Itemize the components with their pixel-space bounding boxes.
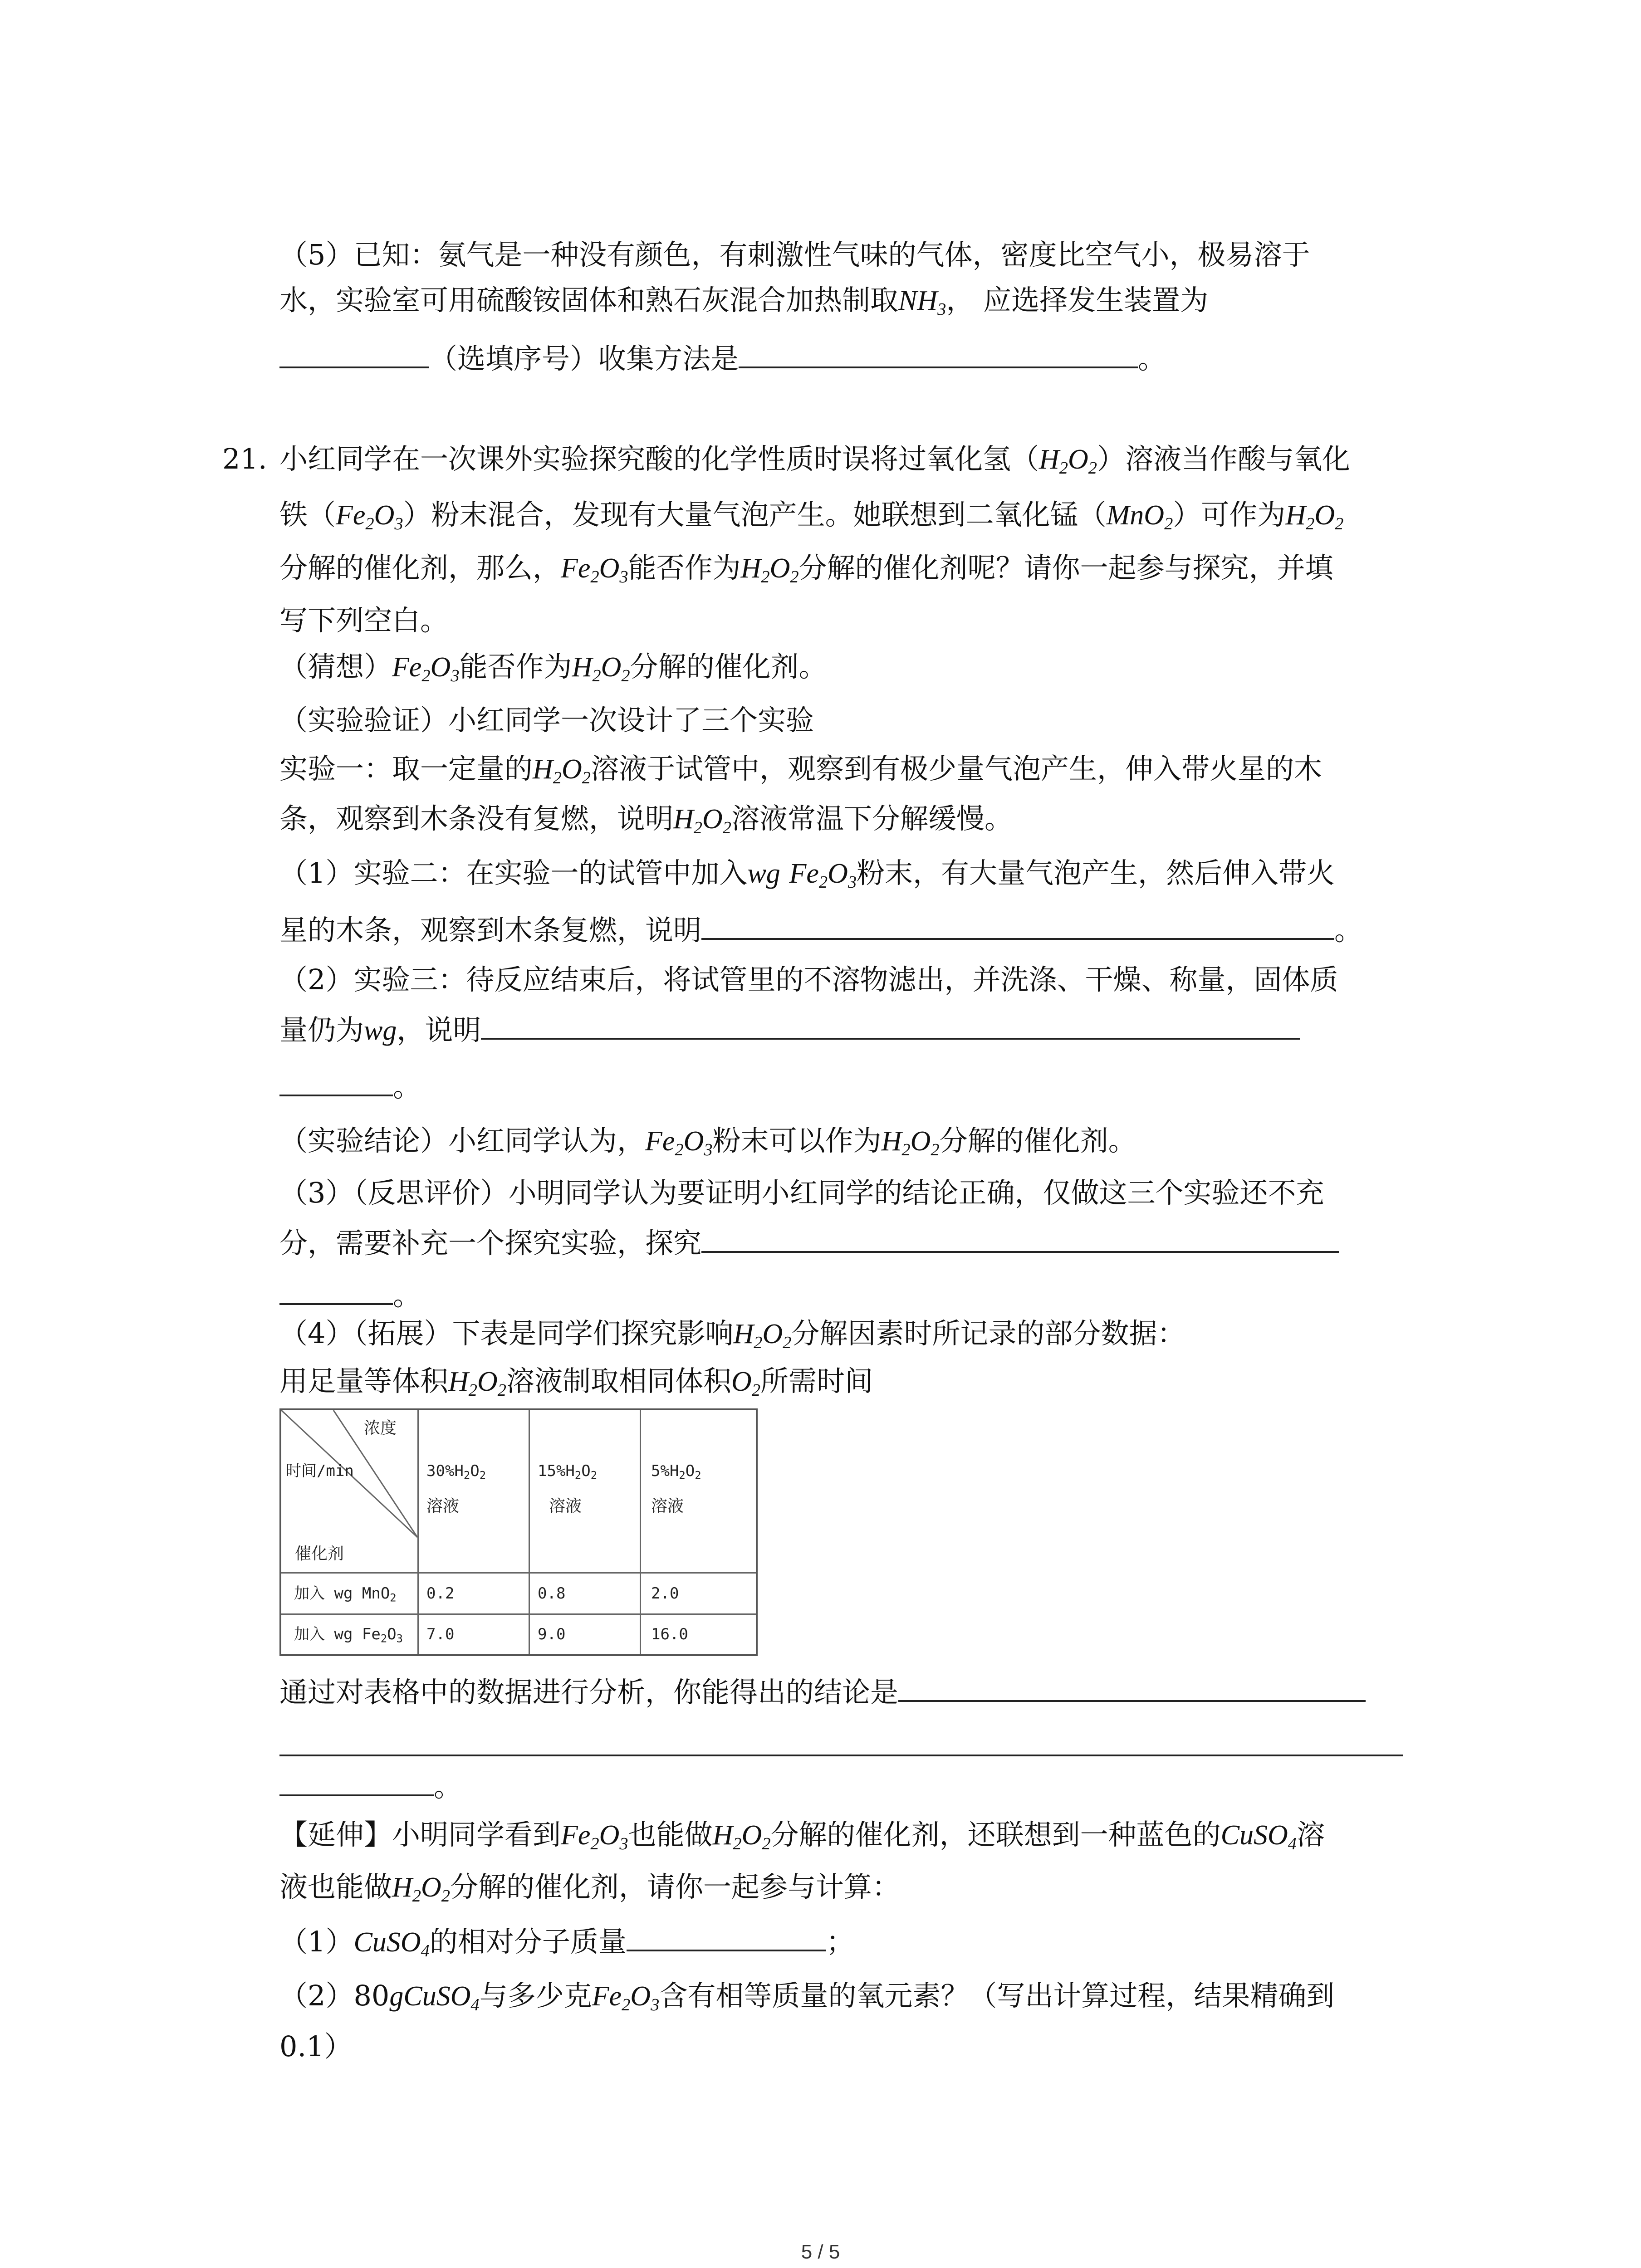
- col-header-30: $30\%H_2O_2$: [426, 1462, 486, 1482]
- q21-s3-line1: （3）（反思评价）小明同学认为要证明小红同学的结论正确，仅做这三个实验还不充: [279, 1176, 1324, 1209]
- header-time: 时间/min: [286, 1462, 354, 1480]
- answer-blank-s3[interactable]: [701, 1225, 1339, 1253]
- q21-intro-line1: 小红同学在一次课外实验探究酸的化学性质时误将过氧化氢$(H_2O_2)$溶液当作酸与氧化: [279, 442, 1351, 478]
- q21-exp1-line2: 条，观察到木条没有复燃，说明$H_2O_2$溶液常温下分解缓慢。: [279, 802, 1013, 837]
- catalyst-data-table: [279, 1408, 758, 1656]
- answer-blank-s2-cont[interactable]: [279, 1068, 393, 1096]
- answer-blank-s1[interactable]: [701, 912, 1334, 940]
- q21-verify: （实验验证）小红同学一次设计了三个实验: [279, 704, 814, 737]
- header-concentration: 浓度: [364, 1419, 397, 1437]
- row-fe2o3-label: 加入 wg $Fe_2O_3$: [294, 1625, 403, 1645]
- table-cell: 0.2: [426, 1584, 455, 1603]
- answer-blank-s3-cont[interactable]: [279, 1277, 393, 1305]
- q21-analysis: 通过对表格中的数据进行分析，你能得出的结论是: [279, 1674, 1366, 1711]
- table-cell: 0.8: [538, 1584, 566, 1603]
- q21-s3-line2: 分，需要补充一个探究实验，探究: [279, 1225, 1339, 1261]
- answer-blank-analysis-cont[interactable]: [279, 1755, 1403, 1756]
- q20-part5-line2: 水，实验室可用硫酸铵固体和熟石灰混合加热制取$NH_3$， 应选择发生装置为: [279, 284, 1209, 319]
- q21-s4-line2: 用足量等体积$H_2O_2$溶液制取相同体积$O_2$所需时间: [279, 1364, 873, 1400]
- answer-blank-analysis-cont2[interactable]: [279, 1768, 434, 1796]
- q21-s3-line3: 。: [279, 1277, 421, 1314]
- q20-part5-line3: （选填序号）收集方法是 。: [279, 340, 1166, 377]
- q21-s1-line2: 星的木条，观察到木条复燃，说明 。: [279, 912, 1362, 948]
- q21-analysis-line3: 。: [279, 1768, 462, 1805]
- q21-s2-line2: 量仍为wg，说明: [279, 1012, 1300, 1049]
- header-catalyst: 催化剂: [295, 1545, 344, 1563]
- q20-part5-line1: （5）已知：氨气是一种没有颜色，有刺激性气味的气体，密度比空气小，极易溶于: [279, 238, 1310, 271]
- answer-blank-molar-mass[interactable]: [627, 1923, 826, 1951]
- q21-exp1-line1: 实验一：取一定量的$H_2O_2$溶液于试管中，观察到有极少量气泡产生，伸入带火星的木: [279, 752, 1323, 787]
- answer-blank-s2[interactable]: [481, 1012, 1300, 1040]
- answer-blank-collection[interactable]: [739, 340, 1138, 368]
- q21-s4-line1: （4）（拓展）下表是同学们探究影响$H_2O_2$分解因素时所记录的部分数据：: [279, 1317, 1185, 1352]
- q21-ext-q2-line1: （2）80gCuSO$_4$与多少克$Fe_2O_3$含有相等质量的氧元素？（写出计算过程，结果精确到: [279, 1979, 1335, 2014]
- q21-s1-line1: （1）实验二：在实验一的试管中加入wg $Fe_2O_3$粉末，有大量气泡产生，然后伸入带火: [279, 856, 1335, 892]
- col-header-30-solution: 溶液: [426, 1497, 460, 1515]
- table-cell: 9.0: [538, 1625, 566, 1643]
- col-header-15-solution: 溶液: [549, 1497, 582, 1515]
- answer-blank-device[interactable]: [279, 340, 429, 368]
- q21-intro-line2: 铁$(Fe_2O_3)$粉末混合，发现有大量气泡产生。她联想到二氧化锰（MnO$_2$）可作为$H_2O_2$: [279, 498, 1344, 533]
- question-number: 21.: [222, 442, 267, 475]
- col-header-15: $15\%H_2O_2$: [538, 1462, 598, 1482]
- q21-intro-line3: 分解的催化剂，那么，$Fe_2O_3$能否作为$H_2O_2$分解的催化剂呢？请你一起参与探究，并填: [279, 551, 1333, 587]
- col-header-5: $5\%H_2O_2$: [651, 1462, 701, 1482]
- page-number: 5 / 5: [801, 2241, 840, 2263]
- q21-conclusion: （实验结论）小红同学认为，$Fe_2O_3$粉末可以作为$H_2O_2$分解的催化剂。: [279, 1124, 1136, 1159]
- table-cell: 16.0: [651, 1625, 688, 1643]
- table-cell: 2.0: [651, 1584, 679, 1603]
- col-header-5-solution: 溶液: [651, 1497, 684, 1515]
- q21-s2-line1: （2）实验三：待反应结束后，将试管里的不溶物滤出，并洗涤、干燥、称量，固体质: [279, 963, 1338, 996]
- q21-guess: （猜想）$Fe_2O_3$能否作为$H_2O_2$分解的催化剂。: [279, 650, 827, 685]
- q21-intro-line4: 写下列空白。: [279, 604, 449, 637]
- q21-ext-q1: （1）CuSO$_4$的相对分子质量 ；: [279, 1923, 854, 1960]
- answer-blank-analysis[interactable]: [898, 1674, 1366, 1702]
- q21-s2-line3: 。: [279, 1068, 421, 1105]
- q21-extension-line1: 【延伸】小明同学看到$Fe_2O_3$也能做$H_2O_2$分解的催化剂，还联想到一种蓝色的CuSO$_4$溶: [279, 1818, 1325, 1853]
- row-mno2-label: 加入 wg MnO$_2$: [294, 1584, 397, 1604]
- table-cell: 7.0: [426, 1625, 455, 1643]
- q21-extension-line2: 液也能做$H_2O_2$分解的催化剂，请你一起参与计算：: [279, 1870, 901, 1906]
- q21-ext-q2-line2: 0.1）: [279, 2030, 353, 2063]
